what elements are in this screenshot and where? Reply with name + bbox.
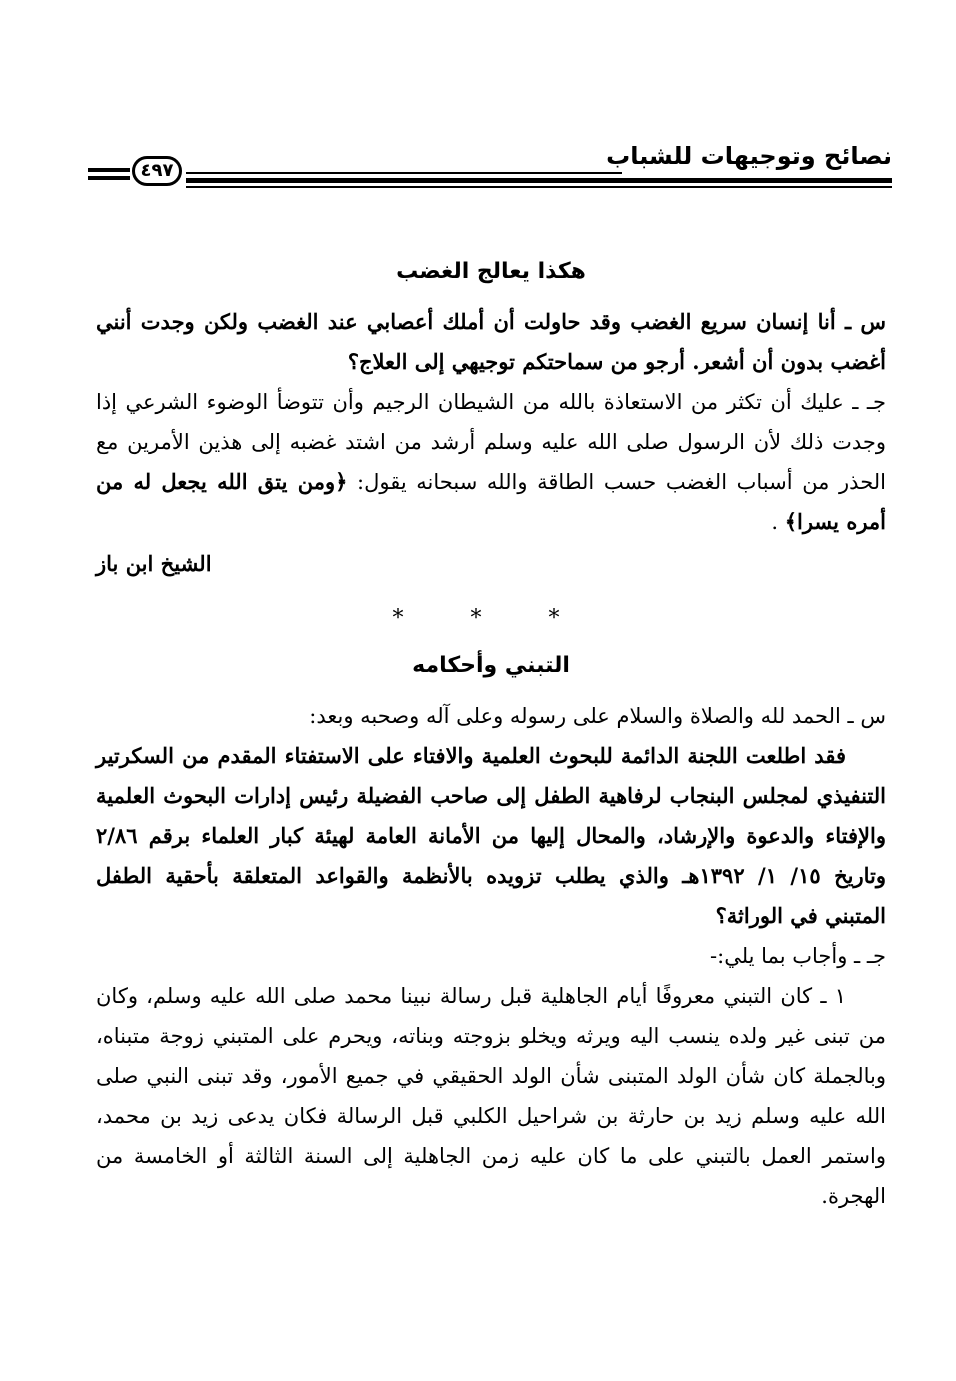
answer-point-1: ١ ـ كان التبني معروفًا أيام الجاهلية قبل رسالة نبينا محمد صلى الله عليه وسلم، وكان من تبنى غير ولده ينسب اليه ويرثه ويخلو بزوجته وبناته، ويحرم على المتبني زوجة متبناه، وبالجملة كان شأن الولد المتبنى شأن الولد الحقيقي في جميع الأمور، وقد تبنى النبي صلى الله عليه وسلم زيد بن حارثة بن شراحيل الكلبي قبل الرسالة فكان يدعى زيد بن محمد، واستمر العمل بالتبني على ما كان عليه زمن الجاهلية إلى السنة الثالثة أو الخامسة من الهجرة. xyxy=(96,984,887,1208)
answer-anger-end: . xyxy=(771,510,779,534)
question-adoption: فقد اطلعت اللجنة الدائمة للبحوث العلمية والافتاء على الاستفتاء المقدم من السكرتير التنفيذي لمجلس البنجاب لرفاهية الطفل إلى صاحب الفضيلة رئيس إدارات البحوث العلمية والإفتاء والدعوة والإرشاد، والمحال إليها من الأمانة العامة لهيئة كبار العلماء برقم ٢/٨٦ وتاريخ ١٥/ ١/ ١٣٩٢هـ والذي يطلب تزويده بالأنظمة والقواعد المتعلقة بأحقية الطفل المتبني في الوراثة؟ xyxy=(96,743,886,928)
running-header xyxy=(88,142,892,192)
section-title-adoption: التبني وأحكامه xyxy=(412,653,570,678)
question-anger: س ـ أنا إنسان سريع الغضب وقد حاولت أن أملك أعصابي عند الغضب ولكن وجدت أنني أغضب بدون أن أشعر. أرجو من سماحتكم توجيهي إلى العلاج؟ xyxy=(96,309,886,374)
question-opening: س ـ الحمد لله والصلاة والسلام على رسوله وعلى آله وصحبه وبعد: xyxy=(309,704,886,728)
header-rule-thick xyxy=(186,178,892,183)
header-rule-thin xyxy=(186,186,892,188)
section-separator: * * * xyxy=(392,606,590,631)
answer-anger xyxy=(96,382,886,542)
header-stub-lower xyxy=(88,176,130,180)
section-title-anger: هكذا يعالج الغضب xyxy=(396,259,586,284)
quran-quote: ﴿ومن يتق الله يجعل له من أمره يسرا﴾ xyxy=(96,469,886,534)
header-stub-upper xyxy=(88,168,130,172)
header-rule-top xyxy=(186,172,622,174)
book-title: نصائح وتوجيهات للشباب xyxy=(606,142,892,170)
answer-author: الشيخ ابن باز xyxy=(96,551,212,576)
page-number: ٤٩٧ xyxy=(132,156,182,186)
answer-anger-text: جـ ـ عليك أن تكثر من الاستعاذة بالله من الشيطان الرجيم وأن تتوضأ الوضوء الشرعي إذا وجدت ذلك لأن الرسول صلى الله عليه وسلم أرشد من اشتد غضبه إلى هذين الأمرين مع الحذر من أسباب الغضب حسب الطاقة والله سبحانه يقول: xyxy=(96,390,886,494)
page-content xyxy=(96,250,886,1216)
answer-intro: جـ ـ وأجاب بما يلي:- xyxy=(710,944,886,968)
